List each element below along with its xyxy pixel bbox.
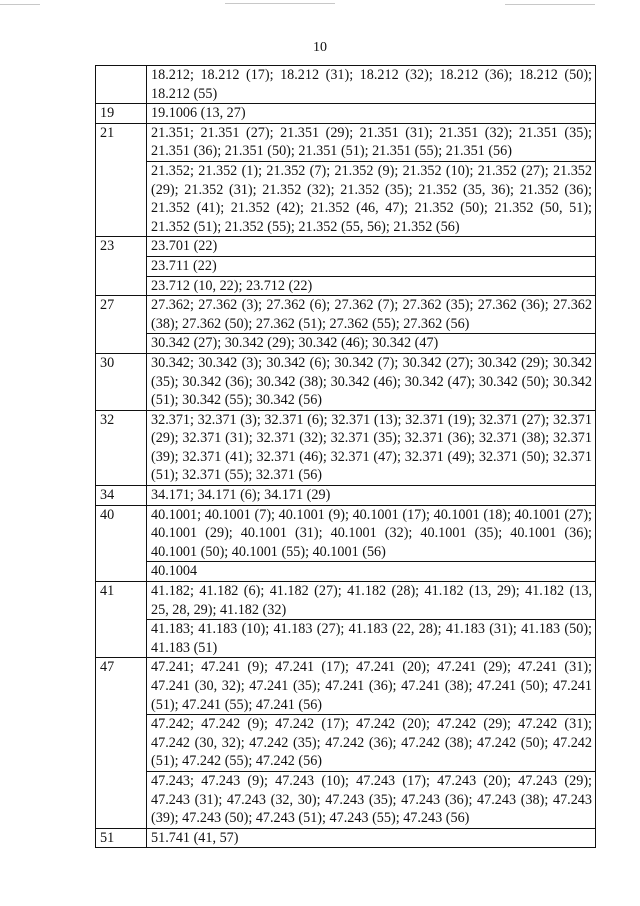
section-number-cell: 27 — [96, 296, 147, 354]
section-number-cell: 41 — [96, 582, 147, 658]
codes-cell: 40.1001; 40.1001 (7); 40.1001 (9); 40.1001 (17); 40.1001 (18); 40.1001 (27); 40.1001 (29); 40.1001 (31); 40.1001 (32); 40.1001 (35); 40.1001 (36); 40.1001 (50); 40.1001 (55); 40.1001 (56) — [147, 505, 596, 562]
table-row — [96, 161, 596, 236]
table-row — [96, 582, 596, 620]
table-row — [96, 771, 596, 828]
table-row — [96, 256, 596, 276]
codes-cell: 47.242; 47.242 (9); 47.242 (17); 47.242 (20); 47.242 (29); 47.242 (31); 47.242 (30, 32); 47.242 (35); 47.242 (36); 47.242 (38); 47.242 (50); 47.242 (51); 47.242 (55); 47.242 (56) — [147, 715, 596, 772]
section-number-cell: 19 — [96, 104, 147, 124]
section-number-cell: 34 — [96, 486, 147, 506]
scan-artifact-top-right — [505, 4, 595, 5]
scan-artifact-top-center — [225, 3, 335, 4]
codes-cell: 23.701 (22) — [147, 237, 596, 257]
codes-cell: 47.241; 47.241 (9); 47.241 (17); 47.241 (20); 47.241 (29); 47.241 (31); 47.241 (30, 32); 47.241 (35); 47.241 (36); 47.241 (38); 47.241 (50); 47.241 (51); 47.241 (55); 47.241 (56) — [147, 658, 596, 715]
codes-cell: 30.342 (27); 30.342 (29); 30.342 (46); 30.342 (47) — [147, 334, 596, 354]
table-row — [96, 237, 596, 257]
section-number-cell: 23 — [96, 237, 147, 296]
page-number: 10 — [313, 40, 327, 55]
table-row — [96, 658, 596, 715]
section-number-cell: 32 — [96, 410, 147, 485]
table-row — [96, 123, 596, 161]
codes-table-body — [96, 66, 596, 848]
section-number-cell: 51 — [96, 828, 147, 848]
codes-cell: 27.362; 27.362 (3); 27.362 (6); 27.362 (7); 27.362 (35); 27.362 (36); 27.362 (38); 27.362 (50); 27.362 (51); 27.362 (55); 27.362 (56) — [147, 296, 596, 334]
table-row — [96, 104, 596, 124]
table-row — [96, 66, 596, 104]
table-row — [96, 505, 596, 562]
classification-codes-table — [95, 65, 596, 848]
table-row — [96, 620, 596, 658]
codes-cell: 21.351; 21.351 (27); 21.351 (29); 21.351 (31); 21.351 (32); 21.351 (35); 21.351 (36); 21.351 (50); 21.351 (51); 21.351 (55); 21.351 (56) — [147, 123, 596, 161]
table-row — [96, 334, 596, 354]
codes-cell: 23.711 (22) — [147, 256, 596, 276]
codes-cell: 47.243; 47.243 (9); 47.243 (10); 47.243 (17); 47.243 (20); 47.243 (29); 47.243 (31); 47.243 (32, 30); 47.243 (35); 47.243 (36); 47.243 (38); 47.243 (39); 47.243 (50); 47.243 (51); 47.243 (55); 47.243 (56) — [147, 771, 596, 828]
codes-cell: 40.1004 — [147, 562, 596, 582]
table-row — [96, 562, 596, 582]
codes-cell: 32.371; 32.371 (3); 32.371 (6); 32.371 (13); 32.371 (19); 32.371 (27); 32.371 (29); 32.371 (31); 32.371 (32); 32.371 (35); 32.371 (36); 32.371 (38); 32.371 (39); 32.371 (41); 32.371 (46); 32.371 (47); 32.371 (49); 32.371 (50); 32.371 (51); 32.371 (55); 32.371 (56) — [147, 410, 596, 485]
scan-artifact-top-left — [0, 4, 40, 5]
section-number-cell: 21 — [96, 123, 147, 237]
codes-cell: 30.342; 30.342 (3); 30.342 (6); 30.342 (7); 30.342 (27); 30.342 (29); 30.342 (35); 30.342 (36); 30.342 (38); 30.342 (46); 30.342 (47); 30.342 (50); 30.342 (51); 30.342 (55); 30.342 (56) — [147, 353, 596, 410]
codes-cell: 41.182; 41.182 (6); 41.182 (27); 41.182 (28); 41.182 (13, 29); 41.182 (13, 25, 28, 29); 41.182 (32) — [147, 582, 596, 620]
codes-cell: 41.183; 41.183 (10); 41.183 (27); 41.183 (22, 28); 41.183 (31); 41.183 (50); 41.183 (51) — [147, 620, 596, 658]
section-number-cell: 30 — [96, 353, 147, 410]
table-row — [96, 828, 596, 848]
section-number-cell: 40 — [96, 505, 147, 581]
table-row — [96, 410, 596, 485]
codes-cell: 51.741 (41, 57) — [147, 828, 596, 848]
table-row — [96, 486, 596, 506]
table-row — [96, 296, 596, 334]
section-number-cell: 47 — [96, 658, 147, 828]
codes-cell: 21.352; 21.352 (1); 21.352 (7); 21.352 (9); 21.352 (10); 21.352 (27); 21.352 (29); 21.352 (31); 21.352 (32); 21.352 (35); 21.352 (35, 36); 21.352 (36); 21.352 (41); 21.352 (42); 21.352 (46, 47); 21.352 (50); 21.352 (50, 51); 21.352 (51); 21.352 (55); 21.352 (55, 56); 21.352 (56) — [147, 161, 596, 236]
table-row — [96, 276, 596, 296]
codes-cell: 34.171; 34.171 (6); 34.171 (29) — [147, 486, 596, 506]
codes-cell: 19.1006 (13, 27) — [147, 104, 596, 124]
codes-cell: 23.712 (10, 22); 23.712 (22) — [147, 276, 596, 296]
table-row — [96, 715, 596, 772]
table-row — [96, 353, 596, 410]
codes-cell: 18.212; 18.212 (17); 18.212 (31); 18.212 (32); 18.212 (36); 18.212 (50); 18.212 (55) — [147, 66, 596, 104]
section-number-cell — [96, 66, 147, 104]
